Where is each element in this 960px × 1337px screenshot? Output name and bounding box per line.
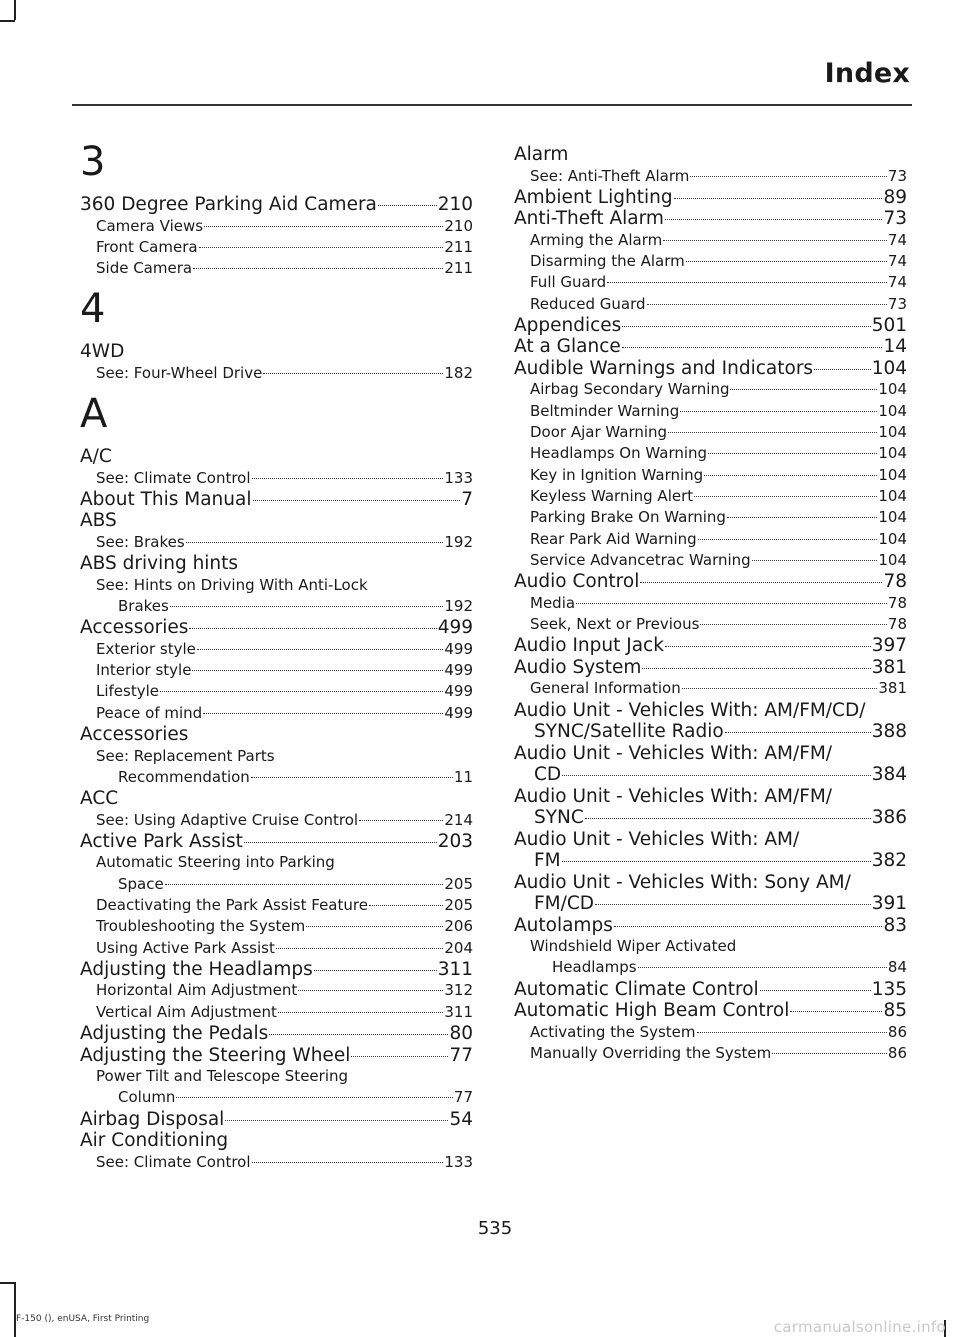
index-subentry[interactable] <box>80 237 473 258</box>
entry-page-number: 104 <box>878 465 907 484</box>
entry-page-number: 384 <box>871 764 907 786</box>
entry-page-number: 214 <box>444 810 473 829</box>
entry-page-number: 312 <box>444 981 473 1000</box>
entry-page-number: 397 <box>871 635 907 657</box>
entry-label: Recommendation <box>118 767 250 786</box>
index-heading: Audio Unit - Vehicles With: AM/ <box>514 828 800 850</box>
dot-leader <box>252 478 444 479</box>
entry-label: Manually Overriding the System <box>530 1043 772 1062</box>
index-subheading: See: Hints on Driving With Anti-Lock <box>96 575 368 594</box>
dot-leader <box>204 226 443 227</box>
entry-page-number: 104 <box>878 401 907 420</box>
entry-label: Brakes <box>118 597 169 616</box>
entry-label: CD <box>534 764 562 786</box>
entry-label: FM <box>534 850 561 872</box>
section-letter: A <box>80 391 108 438</box>
dot-leader <box>614 926 883 927</box>
dot-leader <box>576 603 887 604</box>
dot-leader <box>690 176 887 177</box>
entry-page-number: 499 <box>444 639 473 658</box>
dot-leader <box>378 205 437 206</box>
index-subentry[interactable] <box>80 468 473 489</box>
entry-label: See: Climate Control <box>96 1152 251 1171</box>
index-subentry[interactable] <box>514 294 907 315</box>
entry-label: See: Four-Wheel Drive <box>96 363 263 382</box>
entry-label: Anti-Theft Alarm <box>514 208 664 230</box>
entry-page-number: 133 <box>444 1152 473 1171</box>
dot-leader <box>253 500 461 501</box>
index-entry[interactable] <box>80 1023 473 1045</box>
entry-page-number: 7 <box>461 488 473 510</box>
index-heading: A/C <box>80 446 112 468</box>
entry-page-number: 192 <box>444 532 473 551</box>
index-subentry[interactable] <box>80 916 473 937</box>
entry-label: Active Park Assist <box>80 830 243 852</box>
entry-label: Deactivating the Park Assist Feature <box>96 896 368 915</box>
dot-leader <box>772 1053 887 1054</box>
entry-label: Activating the System <box>530 1022 696 1041</box>
dot-leader <box>314 970 437 971</box>
entry-page-number: 501 <box>871 314 907 336</box>
index-subentry[interactable] <box>514 1043 907 1064</box>
entry-page-number: 83 <box>883 914 907 936</box>
dot-leader <box>199 247 444 248</box>
index-subentry[interactable] <box>514 272 907 293</box>
dot-leader <box>306 926 443 927</box>
index-heading: ABS driving hints <box>80 553 239 575</box>
dot-leader <box>622 326 870 327</box>
entry-page-number: 73 <box>887 166 907 185</box>
index-entry[interactable] <box>80 1109 473 1131</box>
dot-leader <box>663 240 887 241</box>
entry-label: Automatic High Beam Control <box>514 1000 790 1022</box>
entry-label: Parking Brake On Warning <box>530 508 726 527</box>
index-heading: Accessories <box>80 724 189 746</box>
dot-leader <box>752 560 878 561</box>
dot-leader <box>165 884 444 885</box>
dot-leader <box>697 1032 887 1033</box>
footer-text: F-150 (), enUSA, First Printing <box>16 1314 150 1324</box>
page-title: Index <box>824 58 910 89</box>
index-entry[interactable] <box>514 893 907 915</box>
index-subentry[interactable] <box>80 980 473 1001</box>
entry-label: General Information <box>530 679 681 698</box>
entry-label: Front Camera <box>96 237 198 256</box>
entry-label: Airbag Secondary Warning <box>530 380 730 399</box>
dot-leader <box>225 1120 448 1121</box>
index-heading: ABS <box>80 510 117 532</box>
entry-page-number: 192 <box>444 597 473 616</box>
dot-leader <box>760 990 871 991</box>
dot-leader <box>668 432 877 433</box>
dot-leader <box>647 304 887 305</box>
entry-label: Appendices <box>514 314 622 336</box>
index-subentry[interactable] <box>514 529 907 550</box>
entry-page-number: 73 <box>887 294 907 313</box>
index-subentry[interactable] <box>514 251 907 272</box>
dot-leader <box>704 475 877 476</box>
entry-page-number: 78 <box>887 593 907 612</box>
entry-page-number: 74 <box>887 252 907 271</box>
index-entry[interactable] <box>514 657 907 679</box>
index-entry[interactable] <box>80 959 473 981</box>
entry-page-number: 74 <box>887 230 907 249</box>
entry-label: At a Glance <box>514 336 621 358</box>
dot-leader <box>725 732 871 733</box>
index-subentry[interactable] <box>514 593 907 614</box>
index-subentry[interactable] <box>80 1152 473 1173</box>
index-heading: ACC <box>80 788 119 810</box>
index-entry[interactable] <box>514 635 907 657</box>
index-subentry[interactable] <box>514 401 907 422</box>
entry-label: Side Camera <box>96 259 193 278</box>
entry-label: Audio System <box>514 656 642 678</box>
entry-label: See: Brakes <box>96 532 185 551</box>
index-subentry[interactable] <box>80 1002 473 1023</box>
dot-leader <box>708 453 877 454</box>
dot-leader <box>694 496 877 497</box>
index-subentry[interactable] <box>80 938 473 959</box>
section-letter: 4 <box>80 286 106 333</box>
entry-label: Space <box>118 874 164 893</box>
dot-leader <box>192 670 443 671</box>
entry-label: Headlamps <box>552 958 637 977</box>
index-entry[interactable] <box>514 807 907 829</box>
index-subentry[interactable] <box>80 895 473 916</box>
index-subentry[interactable] <box>80 1087 473 1108</box>
index-entry[interactable] <box>80 1045 473 1067</box>
entry-page-number: 104 <box>878 508 907 527</box>
dot-leader <box>680 411 877 412</box>
entry-page-number: 77 <box>449 1044 473 1066</box>
dot-leader <box>595 904 871 905</box>
index-subentry[interactable] <box>80 363 473 384</box>
dot-leader <box>674 198 883 199</box>
index-subentry[interactable] <box>80 810 473 831</box>
dot-leader <box>160 691 443 692</box>
dot-leader <box>585 818 871 819</box>
entry-page-number: 104 <box>878 529 907 548</box>
index-entry[interactable] <box>80 194 473 216</box>
entry-page-number: 78 <box>883 571 907 593</box>
entry-label: Full Guard <box>530 273 607 292</box>
crop-mark-bottom-left-h <box>0 1282 15 1284</box>
entry-label: Audio Control <box>514 571 640 593</box>
index-heading: Audio Unit - Vehicles With: AM/FM/CD/ <box>514 699 866 721</box>
entry-page-number: 84 <box>887 958 907 977</box>
watermark: carmanualsonline.info <box>773 1318 946 1336</box>
dot-leader <box>622 347 883 348</box>
entry-page-number: 391 <box>871 893 907 915</box>
entry-page-number: 104 <box>878 444 907 463</box>
entry-page-number: 104 <box>871 357 907 379</box>
entry-page-number: 104 <box>878 380 907 399</box>
entry-page-number: 499 <box>437 617 473 639</box>
entry-label: Using Active Park Assist <box>96 938 275 957</box>
index-subentry[interactable] <box>514 230 907 251</box>
crop-mark-top-left-h <box>0 20 15 22</box>
dot-leader <box>203 713 443 714</box>
index-heading: Air Conditioning <box>80 1130 229 1152</box>
entry-label: Ambient Lighting <box>514 186 673 208</box>
index-entry[interactable] <box>514 187 907 209</box>
entry-page-number: 133 <box>444 468 473 487</box>
index-entry[interactable] <box>514 764 907 786</box>
entry-label: Seek, Next or Previous <box>530 614 700 633</box>
dot-leader <box>244 842 437 843</box>
index-entry[interactable] <box>80 831 473 853</box>
entry-label: Troubleshooting the System <box>96 917 306 936</box>
index-subentry[interactable] <box>80 681 473 702</box>
entry-page-number: 73 <box>883 208 907 230</box>
section-letter: 3 <box>80 139 106 185</box>
entry-label: About This Manual <box>80 488 252 510</box>
dot-leader <box>176 1097 452 1098</box>
dot-leader <box>369 905 443 906</box>
dot-leader <box>727 517 877 518</box>
page-number: 535 <box>477 1218 513 1239</box>
entry-page-number: 205 <box>444 896 473 915</box>
dot-leader <box>351 1056 448 1057</box>
index-entry[interactable] <box>514 1000 907 1022</box>
entry-page-number: 205 <box>444 874 473 893</box>
dot-leader <box>730 389 877 390</box>
crop-mark-bottom-left-v <box>14 1282 16 1337</box>
entry-label: Media <box>530 593 576 612</box>
entry-label: Adjusting the Headlamps <box>80 958 313 980</box>
dot-leader <box>814 369 871 370</box>
entry-label: Key in Ignition Warning <box>530 465 704 484</box>
index-subentry[interactable] <box>514 550 907 571</box>
entry-label: Automatic Climate Control <box>514 978 759 1000</box>
entry-page-number: 499 <box>444 661 473 680</box>
index-subentry[interactable] <box>80 596 473 617</box>
entry-label: Adjusting the Pedals <box>80 1023 269 1045</box>
entry-label: Exterior style <box>96 639 196 658</box>
dot-leader <box>298 990 443 991</box>
entry-label: Headlamps On Warning <box>530 444 708 463</box>
index-subentry[interactable] <box>514 614 907 635</box>
index-subentry[interactable] <box>80 532 473 553</box>
entry-label: Horizontal Aim Adjustment <box>96 981 298 1000</box>
entry-page-number: 203 <box>437 830 473 852</box>
dot-leader <box>640 582 882 583</box>
entry-page-number: 104 <box>878 486 907 505</box>
entry-label: Vertical Aim Adjustment <box>96 1002 277 1021</box>
entry-label: Arming the Alarm <box>530 230 663 249</box>
index-entry[interactable] <box>514 979 907 1001</box>
entry-label: SYNC <box>534 807 584 829</box>
index-subentry[interactable] <box>80 767 473 788</box>
dot-leader <box>263 373 443 374</box>
entry-page-number: 311 <box>437 958 473 980</box>
entry-label: Lifestyle <box>96 682 160 701</box>
entry-page-number: 86 <box>887 1043 907 1062</box>
dot-leader <box>193 268 443 269</box>
entry-page-number: 14 <box>883 336 907 358</box>
entry-page-number: 11 <box>453 767 473 786</box>
index-subheading: Automatic Steering into Parking <box>96 853 335 872</box>
entry-label: Interior style <box>96 661 192 680</box>
index-subentry[interactable] <box>80 874 473 895</box>
index-subheading: Windshield Wiper Activated <box>530 937 737 956</box>
entry-page-number: 211 <box>444 259 473 278</box>
index-subentry[interactable] <box>514 379 907 400</box>
index-column-right <box>514 144 907 1064</box>
dot-leader <box>170 606 444 607</box>
index-subentry[interactable] <box>80 703 473 724</box>
index-entry[interactable] <box>514 850 907 872</box>
index-subheading: See: Replacement Parts <box>96 746 275 765</box>
index-entry[interactable] <box>514 208 907 230</box>
entry-page-number: 499 <box>444 703 473 722</box>
dot-leader <box>186 542 444 543</box>
index-entry[interactable] <box>80 489 473 511</box>
index-entry[interactable] <box>514 358 907 380</box>
crop-mark-top-left-v <box>14 0 16 20</box>
entry-label: See: Anti-Theft Alarm <box>530 166 690 185</box>
index-column-left <box>80 138 473 1173</box>
index-subentry[interactable] <box>514 443 907 464</box>
index-entry[interactable] <box>514 915 907 937</box>
entry-page-number: 204 <box>444 938 473 957</box>
entry-label: Column <box>118 1088 176 1107</box>
entry-label: Audio Input Jack <box>514 635 664 657</box>
entry-page-number: 311 <box>444 1002 473 1021</box>
entry-page-number: 382 <box>871 850 907 872</box>
entry-page-number: 210 <box>444 216 473 235</box>
index-subheading: Power Tilt and Telescope Steering <box>96 1067 349 1086</box>
entry-page-number: 85 <box>883 1000 907 1022</box>
index-subentry[interactable] <box>80 660 473 681</box>
header-divider <box>72 104 912 106</box>
entry-label: Reduced Guard <box>530 294 646 313</box>
dot-leader <box>278 1012 444 1013</box>
entry-page-number: 211 <box>444 237 473 256</box>
entry-label: Disarming the Alarm <box>530 252 685 271</box>
index-subentry[interactable] <box>514 166 907 187</box>
index-entry[interactable] <box>514 336 907 358</box>
dot-leader <box>562 775 871 776</box>
dot-leader <box>682 688 878 689</box>
dot-leader <box>276 948 443 949</box>
entry-label: Camera Views <box>96 216 204 235</box>
dot-leader <box>665 646 871 647</box>
index-entry[interactable] <box>80 617 473 639</box>
entry-page-number: 86 <box>887 1022 907 1041</box>
dot-leader <box>698 539 878 540</box>
entry-page-number: 206 <box>444 917 473 936</box>
entry-label: Door Ajar Warning <box>530 423 668 442</box>
index-entry[interactable] <box>514 315 907 337</box>
entry-page-number: 80 <box>449 1023 473 1045</box>
entry-page-number: 89 <box>883 186 907 208</box>
dot-leader <box>359 820 443 821</box>
entry-label: Autolamps <box>514 914 613 936</box>
dot-leader <box>642 668 870 669</box>
entry-label: Rear Park Aid Warning <box>530 529 697 548</box>
dot-leader <box>686 261 887 262</box>
index-entry[interactable] <box>514 721 907 743</box>
dot-leader <box>665 219 883 220</box>
index-heading: Audio Unit - Vehicles With: Sony AM/ <box>514 871 851 893</box>
index-entry[interactable] <box>514 571 907 593</box>
entry-label: Airbag Disposal <box>80 1108 225 1130</box>
dot-leader <box>251 777 453 778</box>
index-heading: Audio Unit - Vehicles With: AM/FM/ <box>514 785 833 807</box>
entry-label: Audible Warnings and Indicators <box>514 357 814 379</box>
entry-label: Peace of mind <box>96 703 203 722</box>
entry-page-number: 381 <box>871 656 907 678</box>
index-subentry[interactable] <box>514 1022 907 1043</box>
index-subentry[interactable] <box>514 465 907 486</box>
entry-page-number: 135 <box>871 978 907 1000</box>
index-subentry[interactable] <box>514 507 907 528</box>
dot-leader <box>197 649 443 650</box>
entry-page-number: 210 <box>437 194 473 215</box>
entry-label: Beltminder Warning <box>530 401 680 420</box>
entry-page-number: 104 <box>878 423 907 442</box>
entry-label: Keyless Warning Alert <box>530 486 694 505</box>
dot-leader <box>607 282 887 283</box>
entry-page-number: 386 <box>871 807 907 829</box>
index-subentry[interactable] <box>80 216 473 237</box>
dot-leader <box>700 624 886 625</box>
entry-label: See: Climate Control <box>96 468 251 487</box>
entry-page-number: 381 <box>878 679 907 698</box>
entry-page-number: 54 <box>449 1108 473 1130</box>
entry-label: SYNC/Satellite Radio <box>534 721 724 743</box>
dot-leader <box>252 1162 444 1163</box>
entry-page-number: 78 <box>887 614 907 633</box>
dot-leader <box>562 861 871 862</box>
dot-leader <box>638 967 887 968</box>
entry-label: 360 Degree Parking Aid Camera <box>80 194 377 215</box>
dot-leader <box>269 1034 448 1035</box>
entry-page-number: 77 <box>453 1088 473 1107</box>
index-heading: 4WD <box>80 341 125 363</box>
index-subentry[interactable] <box>514 422 907 443</box>
index-subentry[interactable] <box>514 957 907 978</box>
entry-label: FM/CD <box>534 893 594 915</box>
index-subentry[interactable] <box>514 678 907 699</box>
entry-label: See: Using Adaptive Cruise Control <box>96 810 359 829</box>
index-subentry[interactable] <box>514 486 907 507</box>
entry-page-number: 388 <box>871 721 907 743</box>
index-subentry[interactable] <box>80 258 473 279</box>
entry-page-number: 104 <box>878 550 907 569</box>
entry-label: Service Advancetrac Warning <box>530 550 751 569</box>
entry-label: Accessories <box>80 617 189 639</box>
dot-leader <box>189 628 436 629</box>
entry-page-number: 182 <box>444 363 473 382</box>
entry-label: Adjusting the Steering Wheel <box>80 1044 351 1066</box>
index-subentry[interactable] <box>80 639 473 660</box>
dot-leader <box>790 1011 882 1012</box>
entry-page-number: 499 <box>444 682 473 701</box>
index-heading: Audio Unit - Vehicles With: AM/FM/ <box>514 742 833 764</box>
entry-page-number: 74 <box>887 273 907 292</box>
index-heading: Alarm <box>514 144 569 165</box>
